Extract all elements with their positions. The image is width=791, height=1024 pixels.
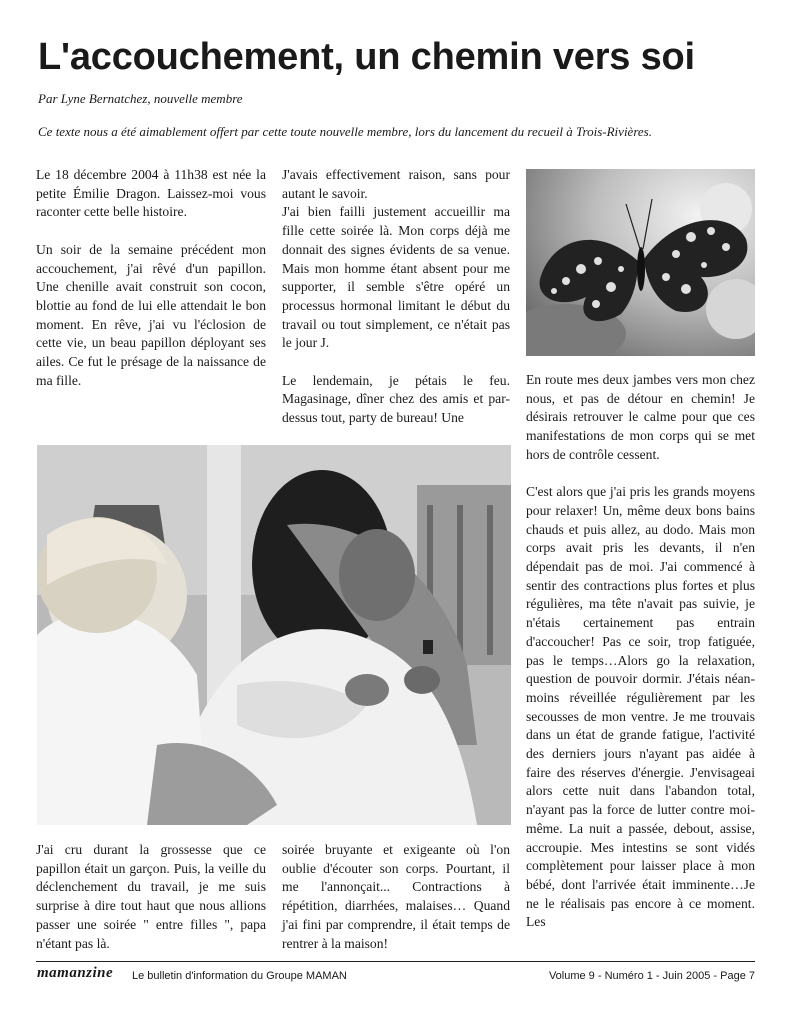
paragraph: soirée bruyante et exigeante où l'on oublie d'écouter son corps. Pourtant, il me l'annonçait... Contractions à répétition, diarrhées, malaises… Quand j'ai fini par comprendre, il était temps de rentrer à la maison! (282, 842, 510, 951)
paragraph: J'ai bien failli justement accueillir ma fille cette soirée là. Mon corps déjà me donnait des signes évidents de sa venue. Mais mon homme étant absent pour me supporter, il semble s'être opéré un processus hormonal limitant le début du travail ou tout simplement, ce n'était pas le jour J. (282, 204, 510, 351)
paragraph: J'avais effectivement raison, sans pour autant le savoir. (282, 167, 510, 201)
bottom-left-column (36, 841, 266, 953)
paragraph: Le lendemain, je pétais le feu. Magasinage, dîner chez des amis et par-dessus tout, party de bureau! Une (282, 372, 510, 426)
column-2 (282, 166, 510, 428)
footer-issue-info: Volume 9 - Numéro 1 - Juin 2005 - Page 7 (548, 970, 755, 982)
bottom-middle-column (282, 841, 510, 953)
footer-divider (36, 961, 755, 962)
byline: Par Lyne Bernatchez, nouvelle membre (38, 91, 243, 106)
paragraph: En route mes deux jambes vers mon chez nous, et pas de détour en chemin! Je désirais retrouver le calme pour que ces manifestations de mon corps qui se met hors de contrôle cessent. (526, 372, 755, 462)
butterfly-photo (526, 169, 755, 356)
footer-newsletter-label: Le bulletin d'information du Groupe MAMAN (132, 970, 347, 982)
intro-note: Ce texte nous a été aimablement offert par cette toute nouvelle membre, lors du lancement du recueil à Trois-Rivières. (38, 124, 652, 139)
mamanzine-logo: mamanzine (37, 965, 114, 981)
column-3 (526, 371, 755, 932)
paragraph: J'ai cru durant la grossesse que ce papillon était un garçon. Puis, la veille du déclenchement du travail, je me suis surprise à dire tout haut que nous allions passer une soirée " entre filles ", papa n'étant pas là. (36, 842, 266, 951)
family-birth-photo (37, 445, 511, 825)
paragraph: Le 18 décembre 2004 à 11h38 est née la petite Émilie Dragon. Laissez-moi vous raconter cette belle histoire. (36, 167, 266, 220)
article-title: L'accouchement, un chemin vers soi (38, 36, 695, 78)
paragraph: C'est alors que j'ai pris les grands moyens pour relaxer! Un, même deux bons bains chauds et puis allez, au dodo. Mais mon corps avait pris les devants, il n'en dépendait pas de moi. J'ai commencé à sentir des contractions plus fortes et plus régulières, ma tête n'avait pas suivie, je n'étais certainement pas entrain d'accoucher! Pas ce soir, trop fatiguée, pas le temps…Alors go la relaxation, question de pouvoir dormir. J'étais néanmoins réveillée régulièrement par les secousses de mon ventre. Je me trouvais dans un état de grande fatigue, l'activité des derniers jours n'ayant pas aidée à faire des réserves d'énergie. J'envisageai alors cette nuit dans l'abandon total, n'ayant pas la force de lutter contre moi-même. La nuit a passée, debout, assise, accroupie. Mes intestins se sont vidés complètement pour laisser place à mon bébé, dont l'arrivée était imminente…Je ne le réalisais pas encore à ce moment. Les (526, 484, 755, 930)
column-1 (36, 166, 266, 390)
paragraph: Un soir de la semaine précédent mon accouchement, j'ai rêvé d'un papillon. Une chenille avait construit son cocon, blottie au fond de lui elle attendait le bon moment. En rêve, j'ai vu l'éclosion de cette vie, un beau papillon déployant ses ailes. Ce fut le présage de la naissance de ma fille. (36, 241, 266, 388)
